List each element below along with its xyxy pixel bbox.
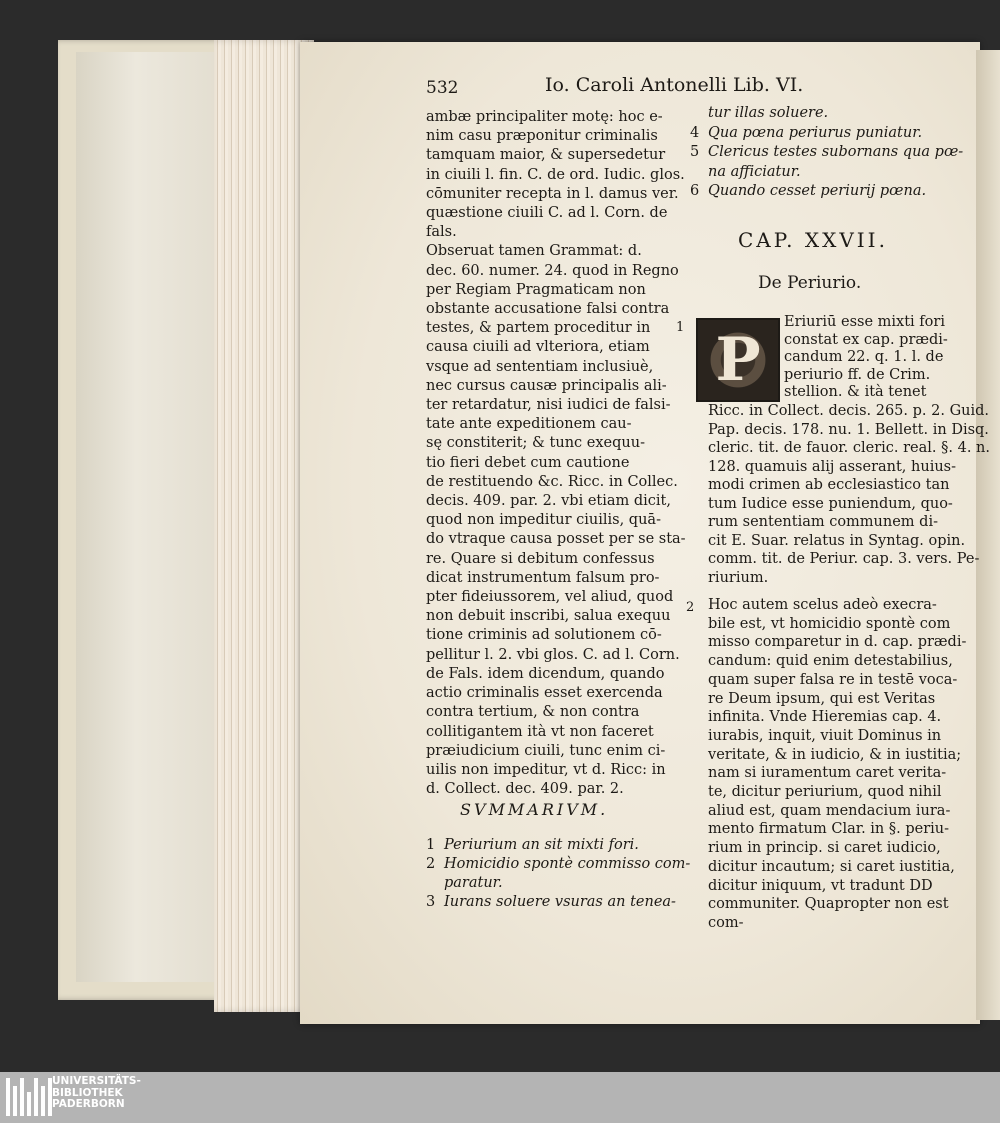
text-line: modi crimen ab ecclesiastico tan	[708, 477, 950, 493]
list-item	[426, 893, 686, 912]
chapter-subtitle: De Periurio.	[758, 273, 862, 293]
text-line: Ricc. in Collect. decis. 265. p. 2. Guid.	[708, 403, 990, 419]
text-line: Pap. decis. 178. nu. 1. Bellett. in Disq.	[708, 421, 989, 438]
text-line: candum: quid enim detestabilius,	[708, 653, 953, 670]
text-line: obstante accusatione falsi contra	[426, 301, 670, 318]
text-line: dec. 60. numer. 24. quod in Regno	[426, 262, 679, 279]
text-line: quod non impeditur ciuilis, quā-	[426, 512, 661, 529]
text-line: vsque ad sententiam inclusiuè,	[426, 358, 654, 375]
text-line: mento firmatum Clar. in §. periu-	[708, 821, 950, 838]
text-line: re. Quare si debitum confessus	[426, 550, 655, 567]
text-line: nim casu præponitur criminalis	[426, 128, 658, 145]
item-text: Clericus testes subornans qua pœ-	[708, 144, 964, 160]
item-text: Periurium an sit mixti fori.	[444, 837, 639, 853]
text-line: misso comparetur in d. cap. prædi-	[708, 634, 967, 651]
text-line: Obseruat tamen Grammat: d.	[426, 243, 642, 260]
text-line: quam super falsa re in testē voca-	[708, 671, 958, 688]
text-line: tate ante expeditionem cau-	[426, 416, 632, 433]
summary-title: SVMMARIVM.	[460, 800, 609, 819]
text-line: ter retardatur, nisi iudici de falsi-	[426, 397, 671, 414]
text-line: non debuit inscribi, salua exequu	[426, 608, 671, 625]
text-line: pellitur l. 2. vbi glos. C. ad l. Corn.	[426, 646, 680, 663]
text-line: re Deum ipsum, qui est Veritas	[708, 690, 936, 707]
text-line: te, dicitur periurium, quod nihil	[708, 784, 942, 801]
margin-number-1: 1	[676, 320, 685, 335]
running-head: Io. Caroli Antonelli Lib. VI.	[545, 74, 804, 96]
right-column-text-continued	[708, 596, 967, 933]
text-line: pter fideiussorem, vel aliud, quod	[426, 589, 674, 606]
list-item	[690, 182, 960, 202]
text-line: fals.	[426, 224, 457, 241]
text-line: iurabis, inquit, viuit Dominus in	[708, 727, 942, 744]
text-line: d. Collect. dec. 409. par. 2.	[426, 781, 624, 798]
item-number: 6	[690, 183, 700, 199]
text-line: rum sententiam communem di-	[708, 514, 938, 530]
text-line: tio fieri debet cum cautione	[426, 454, 630, 471]
summary-list	[426, 836, 691, 912]
text-line: dicat instrumentum falsum pro-	[426, 569, 660, 586]
item-text: paratur.	[444, 875, 503, 891]
item-number: 5	[690, 144, 700, 160]
text-line: quæstione ciuili C. ad l. Corn. de	[426, 205, 668, 222]
text-line: dicitur incautum; si caret iustitia,	[708, 858, 955, 875]
text-line: per Regiam Pragmaticam non	[426, 281, 646, 298]
text-line: comm. tit. de Periur. cap. 3. vers. Pe-	[708, 551, 980, 567]
text-line: Hoc autem scelus adeò execra-	[708, 597, 937, 613]
library-logo-icon	[6, 1078, 52, 1116]
text-line: contra tertium, & non contra	[426, 704, 640, 721]
text-line: aliud est, quam mendacium iura-	[708, 802, 951, 819]
text-line: periurio ff. de Crim.	[784, 366, 931, 383]
text-line: 128. quamuis alij asserant, huius-	[708, 458, 957, 475]
text-line: sę constiterit; & tunc exequu-	[426, 435, 645, 452]
text-line: cōmuniter recepta in l. damus ver.	[426, 185, 679, 202]
text-line: testes, & partem proceditur in	[426, 320, 651, 337]
footer-bar	[0, 1072, 1000, 1123]
list-item	[690, 124, 960, 144]
text-line: riurium.	[708, 569, 769, 586]
text-line: nam si iuramentum caret verita-	[708, 765, 947, 782]
text-line: tione criminis ad solutionem cō-	[426, 627, 662, 644]
library-name: UNIVERSITÄTS- BIBLIOTHEK PADERBORN	[52, 1075, 141, 1110]
text-line: com-	[708, 914, 744, 931]
text-line: communiter. Quapropter non est	[708, 896, 949, 913]
text-line: cit E. Suar. relatus in Syntag. opin.	[708, 532, 966, 549]
text-line: in ciuili l. fin. C. de ord. Iudic. glos.	[426, 166, 685, 183]
summary-list-continued	[690, 104, 964, 202]
text-line: bile est, vt homicidio spontè com	[708, 615, 951, 632]
list-item	[426, 855, 691, 874]
text-line: candum 22. q. 1. l. de	[784, 349, 944, 365]
list-item	[690, 143, 964, 163]
text-line: veritate, & in iudicio, & in iustitia;	[708, 746, 962, 763]
right-column-lines	[708, 402, 990, 587]
item-number: 2	[426, 856, 436, 872]
text-line: do vtraque causa posset per se sta-	[426, 531, 686, 548]
right-column-text	[708, 314, 1000, 586]
text-line: nec cursus causæ principalis ali-	[426, 377, 667, 394]
item-text: Qua pœna periurus puniatur.	[708, 124, 923, 141]
text-line: cleric. tit. de fauor. cleric. real. §. 4. n.	[708, 440, 990, 456]
item-number: 3	[426, 894, 436, 910]
page-number: 532	[426, 78, 459, 98]
text-line: rium in princip. si caret iudicio,	[708, 840, 941, 857]
text-line: decis. 409. par. 2. vbi etiam dicit,	[426, 493, 671, 510]
text-line: ambæ principaliter motę: hoc e-	[426, 109, 663, 125]
list-item	[690, 163, 960, 183]
page-edges	[214, 40, 314, 1012]
text-line: de Fals. idem dicendum, quando	[426, 665, 665, 682]
text-line: uilis non impeditur, vt d. Ricc: in	[426, 761, 666, 778]
text-line: infinita. Vnde Hieremias cap. 4.	[708, 709, 942, 726]
text-line: tum Iudice esse puniendum, quo-	[708, 495, 953, 512]
item-number: 1	[426, 837, 436, 853]
item-text: Quando cesset periurij pœna.	[708, 183, 927, 199]
text-line: constat ex cap. prædi-	[784, 331, 948, 348]
chapter-title: CAP. XXVII.	[738, 228, 888, 252]
list-item	[690, 104, 960, 124]
text-line: præiudicium ciuili, tunc enim ci-	[426, 742, 666, 759]
left-column-text	[426, 108, 686, 799]
item-text: na afficiatur.	[708, 163, 801, 180]
text-line: tamquam maior, & supersedetur	[426, 147, 666, 164]
text-line: stellion. & ità tenet	[784, 384, 927, 400]
item-text: Homicidio spontè commisso com-	[444, 856, 691, 872]
list-item	[426, 874, 686, 893]
text-line: de restituendo &c. Ricc. in Collec.	[426, 473, 678, 490]
text-line: dicitur iniquum, vt tradunt DD	[708, 877, 933, 894]
list-item	[426, 836, 686, 855]
text-line: actio criminalis esset exercenda	[426, 685, 663, 702]
text-line: collitigantem ità vt non faceret	[426, 723, 654, 740]
text-line: Eriuriū esse mixti fori	[784, 314, 945, 330]
item-text: tur illas soluere.	[708, 105, 829, 121]
item-text: Iurans soluere vsuras an tenea-	[444, 894, 676, 910]
margin-number-2: 2	[686, 600, 695, 615]
item-number: 4	[690, 124, 700, 141]
decorated-initial: P	[696, 318, 780, 402]
flyleaf	[76, 52, 226, 982]
text-line: causa ciuili ad vlteriora, etiam	[426, 339, 650, 356]
